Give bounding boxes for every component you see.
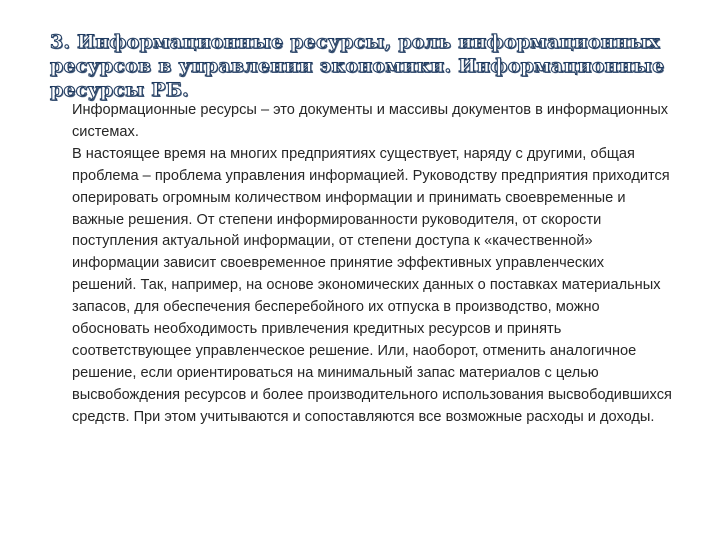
slide-title: 3. Информационные ресурсы, роль информационных ресурсов в управлении экономики. Информационные ресурсы РБ. bbox=[50, 31, 665, 101]
body-paragraph: В настоящее время на многих предприятиях существует, наряду с другими, общая проблема – проблема управления информацией. Руководству предприятия приходится оперировать огромным количеством информации и принимать своевременные и важные решения. От степени информированности руководителя, от скорости поступления актуальной информации, от степени доступа к «качественной» информации зависит своевременное принятие эффективных управленческих решений. Так, например, на основе экономических данных о поставках материальных запасов, для обеспечения бесперебойного их отпуска в производство, можно обосновать необходимость привлечения кредитных ресурсов и принять соответствующее управленческое решение. Или, наоборот, отменить аналогичное решение, если ориентироваться на минимальный запас материалов с целью высвобождения ресурсов и более производительного использования высвободившихся средств. При этом учитываются и сопоставляются все возможные расходы и доходы. bbox=[72, 145, 672, 425]
definition-term: Информационные ресурсы bbox=[72, 102, 257, 118]
definition-paragraph bbox=[72, 100, 672, 144]
slide-body bbox=[72, 100, 672, 429]
definition-text: – это документы и массивы документов в информационных системах. bbox=[72, 102, 669, 140]
